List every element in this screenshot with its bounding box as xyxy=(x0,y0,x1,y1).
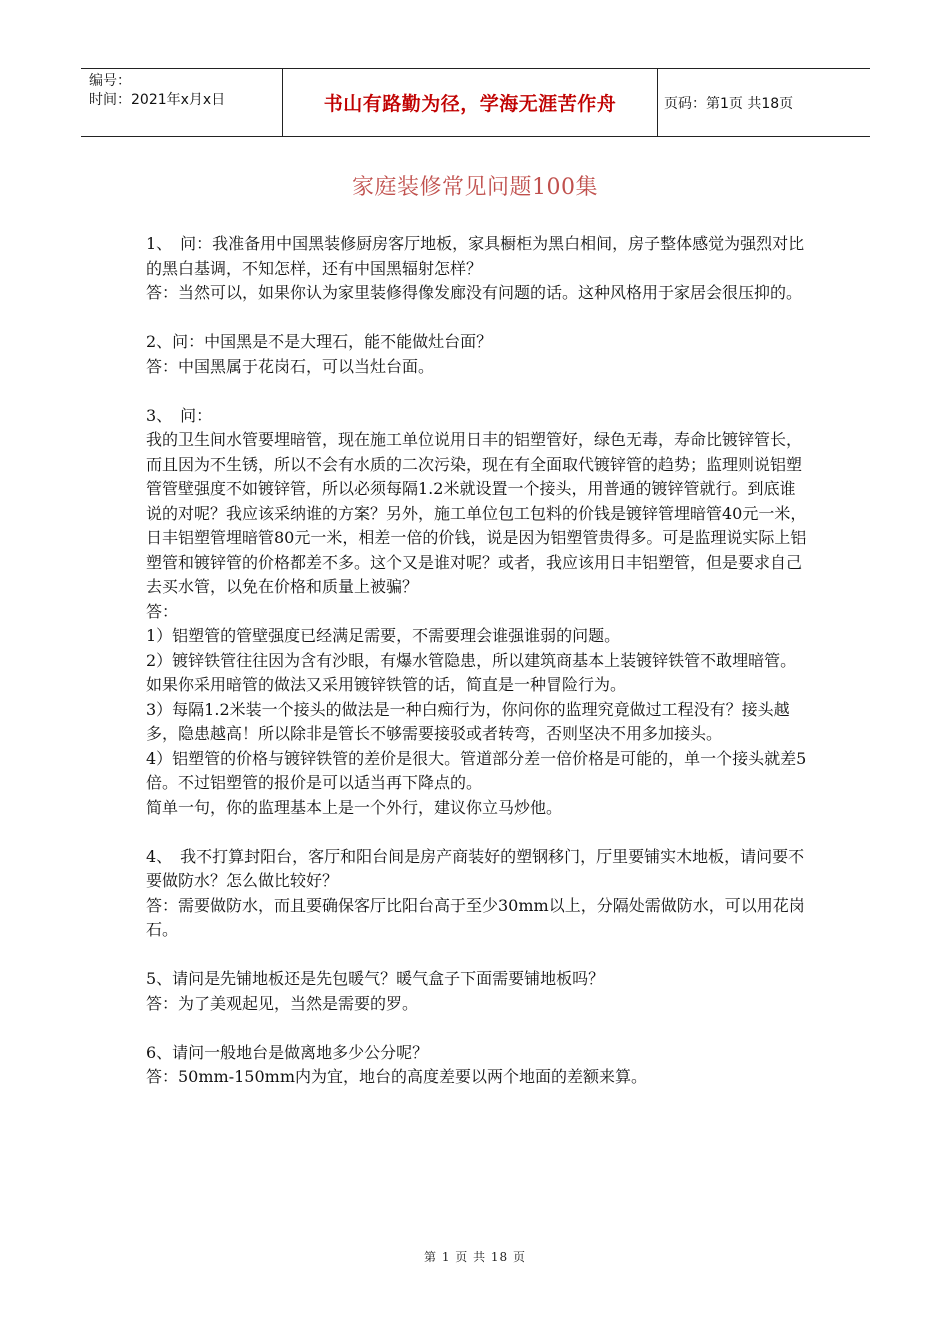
body-paragraph: 3、 问： xyxy=(146,405,213,425)
document-time-label: 时间：2021年x月x日 xyxy=(89,92,226,108)
paragraph-gap xyxy=(146,379,810,404)
body-paragraph: 4）铝塑管的价格与镀锌铁管的差价是很大。管道部分差一倍价格是可能的，单一个接头就差5倍。不过铝塑管的报价是可以适当再下降点的。 xyxy=(146,748,807,792)
header-page-info: 页码：第1页 共18页 xyxy=(664,95,794,112)
body-paragraph: 1）铝塑管的管壁强度已经满足需要，不需要理会谁强谁弱的问题。 xyxy=(146,626,621,645)
body-paragraph: 2、问：中国黑是不是大理石，能不能做灶台面？ xyxy=(146,332,493,351)
header-meta-cell xyxy=(81,69,282,136)
body-paragraph: 5、请问是先铺地板还是先包暖气？暖气盒子下面需要铺地板吗？ xyxy=(146,969,605,988)
document-number-label: 编号： xyxy=(89,73,131,89)
header-table xyxy=(81,68,870,137)
page-footer: 第 1 页 共 18 页 xyxy=(424,1250,526,1264)
paragraph-gap xyxy=(146,820,810,845)
body-paragraph: 答：需要做防水，而且要确保客厅比阳台高于至少30mm以上，分隔处需做防水，可以用花岗石。 xyxy=(146,895,805,939)
body-paragraph: 答：当然可以，如果你认为家里装修得像发廊没有问题的话。这种风格用于家居会很压抑的。 xyxy=(146,283,803,302)
body-paragraph: 1、 问：我准备用中国黑装修厨房客厅地板，家具橱柜为黑白相间，房子整体感觉为强烈对比的黑白基调，不知怎样，还有中国黑辐射怎样？ xyxy=(146,234,805,278)
body-paragraph: 3）每隔1.2米装一个接头的做法是一种白痴行为，你问你的监理究竟做过工程没有？接头越多，隐患越高！所以除非是管长不够需要接驳或者转弯，否则坚决不用多加接头。 xyxy=(146,699,790,743)
document-title: 家庭装修常见问题100集 xyxy=(352,175,598,200)
body-paragraph: 答：为了美观起见，当然是需要的罗。 xyxy=(146,993,419,1013)
body-paragraph: 2）镀锌铁管往往因为含有沙眼，有爆水管隐患，所以建筑商基本上装镀锌铁管不敢埋暗管。如果你采用暗管的做法又采用镀锌铁管的话，简直是一种冒险行为。 xyxy=(146,650,797,694)
body-paragraph: 答：50mm-150mm内为宜，地台的高度差要以两个地面的差额来算。 xyxy=(146,1067,647,1086)
body-paragraph: 答：中国黑属于花岗石，可以当灶台面。 xyxy=(146,356,435,376)
body-paragraph: 答： xyxy=(146,601,179,621)
body-paragraph: 我的卫生间水管要埋暗管，现在施工单位说用日丰的铝塑管好，绿色无毒，寿命比镀锌管长，而且因为不生锈，所以不会有水质的二次污染，现在有全面取代镀锌管的趋势；监理则说铝塑管管壁强度不如镀锌管，所以必须每隔1.2米就设置一个接头，用普通的镀锌管就行。到底谁说的对呢？我应该采纳谁的方案？另外，施工单位包工包料的价钱是镀锌管埋暗管40元一米，日丰铝塑管埋暗管80元一米，相差一倍的价钱，说是因为铝塑管贵得多。可是监理说实际上铝塑管和镀锌管的价格都差不多。这个又是谁对呢？或者，我应该用日丰铝塑管，但是要求自己去买水管，以免在价格和质量上被骗？ xyxy=(146,430,807,596)
paragraph-gap xyxy=(146,943,810,968)
body-paragraph: 6、请问一般地台是做离地多少公分呢？ xyxy=(146,1042,429,1062)
header-motto: 书山有路勤为径，学海无涯苦作舟 xyxy=(282,69,658,136)
body-paragraph: 简单一句，你的监理基本上是一个外行，建议你立马炒他。 xyxy=(146,797,563,817)
paragraph-gap xyxy=(146,1016,810,1041)
document-body xyxy=(146,232,810,1090)
body-paragraph: 4、 我不打算封阳台，客厅和阳台间是房产商装好的塑钢移门，厅里要铺实木地板，请问要不要做防水？怎么做比较好？ xyxy=(146,846,805,890)
paragraph-gap xyxy=(146,306,810,331)
